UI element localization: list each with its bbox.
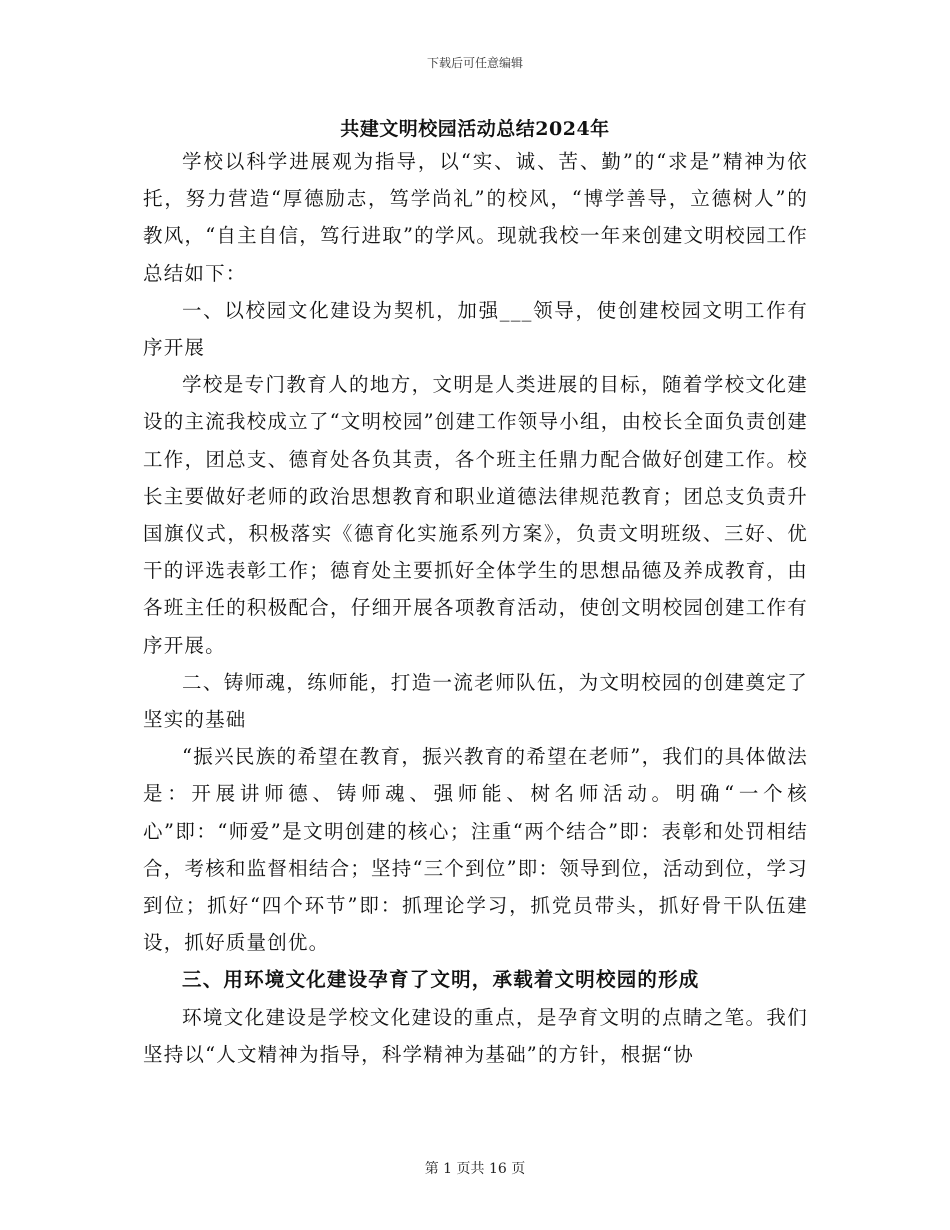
page-header-note: 下载后可任意编辑 [426, 56, 523, 70]
section-heading-1: 一、以校园文化建设为契机，加强___领导，使创建校园文明工作有序开展 [143, 298, 808, 360]
paragraph-section-2: “振兴民族的希望在教育，振兴教育的希望在老师”，我们的具体做法是：开展讲师德、铸师魂、强师能、树名师活动。明确“一个核心”即：“师爱”是文明创建的核心；注重“两个结合”即：表彰和处罚相结合，考核和监督相结合；坚持“三个到位”即：领导到位，活动到位，学习到位；抓好“四个环节”即：抓理论学习，抓党员带头，抓好骨干队伍建设，抓好质量创优。 [143, 745, 808, 955]
section-heading-2: 二、铸师魂，练师能，打造一流老师队伍，为文明校园的创建奠定了坚实的基础 [143, 670, 808, 732]
section-heading-3: 三、用环境文化建设孕育了文明，承载着文明校园的形成 [182, 968, 700, 992]
paragraph-intro: 学校以科学进展观为指导，以“实、诚、苦、勤”的“求是”精神为依托，努力营造“厚德励志，笃学尚礼”的校风，“博学善导，立德树人”的教风，“自主自信，笃行进取”的学风。现就我校一年来创建文明校园工作总结如下： [143, 150, 808, 285]
page-number-footer: 第 1 页共 16 页 [424, 1161, 526, 1177]
document-title: 共建文明校园活动总结2024年 [340, 118, 610, 140]
document-body [143, 143, 808, 1073]
paragraph-section-1: 学校是专门教育人的地方，文明是人类进展的目标，随着学校文化建设的主流我校成立了“文明校园”创建工作领导小组，由校长全面负责创建工作，团总支、德育处各负其责，各个班主任鼎力配合做好创建工作。校长主要做好老师的政治思想教育和职业道德法律规范教育；团总支负责升国旗仪式，积极落实《德育化实施系列方案》，负责文明班级、三好、优干的评选表彰工作；德育处主要抓好全体学生的思想品德及养成教育，由各班主任的积极配合，仔细开展各项教育活动，使创文明校园创建工作有序开展。 [143, 373, 808, 657]
paragraph-section-3: 环境文化建设是学校文化建设的重点，是孕育文明的点睛之笔。我们坚持以“人文精神为指导，科学精神为基础”的方针，根据“协 [143, 1005, 808, 1066]
